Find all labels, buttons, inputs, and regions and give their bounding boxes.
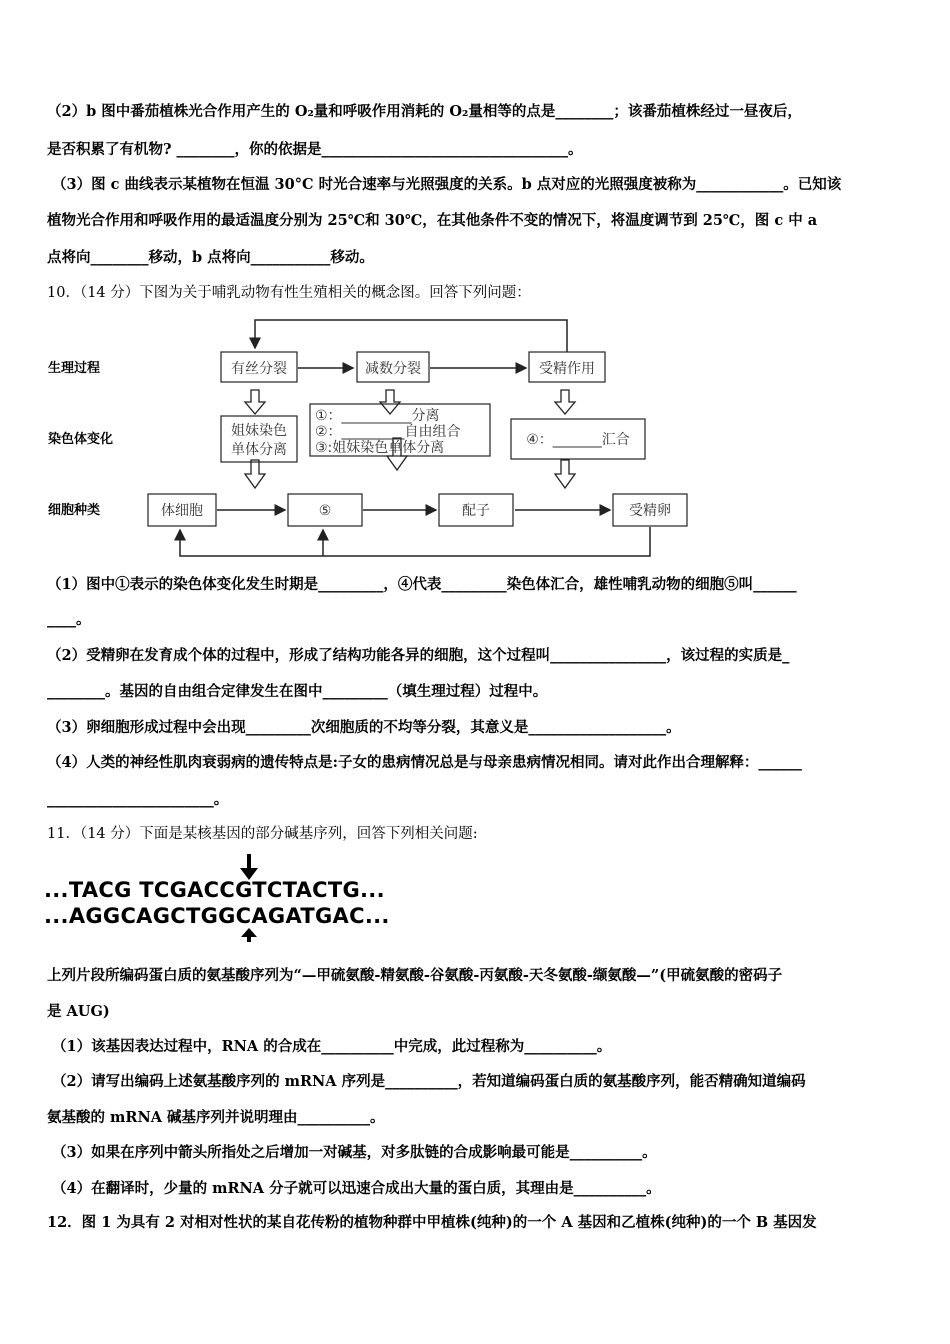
q11-part2-line1: （2）请写出编码上述氨基酸序列的 mRNA 序列是__________，若知道编码蛋白质的氨基酸序列，能否精确知道编码 [52, 1073, 806, 1090]
process-meiosis: 减数分裂 [365, 361, 421, 377]
q10-part1-line1: （1）图中①表示的染色体变化发生时期是_________，④代表_________染色体汇合，雄性哺乳动物的细胞⑤叫______ [47, 576, 797, 593]
row-label-process: 生理过程 [48, 361, 101, 376]
meiosis-change-3: ③:姐妹染色单体分离 [315, 440, 445, 456]
q11-part1: （1）该基因表达过程中，RNA 的合成在__________中完成，此过程称为__________。 [52, 1038, 612, 1055]
dna-strand-bottom: ...AGGCAGCTGGCAGATGAC... [44, 904, 390, 928]
down-arrow-icon [240, 854, 258, 880]
row-label-chromosome: 染色体变化 [48, 432, 114, 447]
q12-title: 12．图 1 为具有 2 对相对性状的某自花传粉的植物种群中甲植株(纯种)的一个 A 基因和乙植株(纯种)的一个 B 基因发 [47, 1214, 817, 1231]
cell-five: ⑤ [318, 503, 332, 519]
q11-title: 11．（14 分）下面是某核基因的部分碱基序列，回答下列相关问题: [47, 826, 478, 842]
q10-title: 10．（14 分）下图为关于哺乳动物有性生殖相关的概念图。回答下列问题： [47, 285, 531, 301]
q9-part2-line1: （2）b 图中番茄植株光合作用产生的 O₂量和呼吸作用消耗的 O₂量相等的点是________；该番茄植株经过一昼夜后， [47, 103, 802, 120]
up-arrow-icon [241, 928, 257, 942]
process-fertilization: 受精作用 [539, 361, 595, 377]
q11-sequence-line1: 上列片段所编码蛋白质的氨基酸序列为“—甲硫氨酸-精氨酸-谷氨酸-丙氨酸-天冬氨酸-缬氨酸—”(甲硫氨酸的密码子 [47, 967, 783, 984]
meiosis-change-1: ①：__________分离 [315, 408, 440, 424]
fertilization-change: ④：_______汇合 [526, 432, 630, 448]
process-mitosis: 有丝分裂 [231, 361, 287, 377]
q9-part3-line2: 植物光合作用和呼吸作用的最适温度分别为 25℃和 30℃，在其他条件不变的情况下，将温度调节到 25℃，图 c 中 a [47, 212, 818, 229]
q11-part2-line2: 氨基酸的 mRNA 碱基序列并说明理由__________。 [47, 1109, 385, 1126]
q10-part3: （3）卵细胞形成过程中会出现_________次细胞质的不均等分裂，其意义是___________________。 [47, 719, 681, 736]
dna-sequence-figure [40, 852, 600, 947]
meiosis-change-2: ②：_________自由组合 [315, 424, 461, 440]
cell-gamete: 配子 [462, 503, 490, 519]
cell-somatic: 体细胞 [161, 503, 203, 519]
q10-part2-line2: ________。基因的自由组合定律发生在图中_________（填生理过程）过程中。 [47, 683, 548, 700]
q11-sequence-line2: 是 AUG) [47, 1003, 110, 1020]
q10-part2-line1: （2）受精卵在发育成个体的过程中，形成了结构功能各异的细胞，这个过程叫________________，该过程的实质是_ [47, 647, 790, 664]
cell-zygote: 受精卵 [629, 503, 671, 519]
q11-part4: （4）在翻译时，少量的 mRNA 分子就可以迅速合成出大量的蛋白质，其理由是__________。 [52, 1180, 661, 1197]
q10-part4-line2: _______________________。 [47, 791, 229, 808]
q9-part3-line1: （3）图 c 曲线表示某植物在恒温 30°C 时光合速率与光照强度的关系。b 点对应的光照强度被称为____________。已知该 [52, 176, 842, 193]
row-label-cell-type: 细胞种类 [48, 503, 101, 518]
q9-part2-line2: 是否积累了有机物? ________，你的依据是__________________________________。 [47, 141, 583, 158]
dna-strand-top: ...TACG TCGACCGTCTACTG... [44, 878, 385, 902]
mitosis-change-line1: 姐妹染色 [231, 423, 287, 439]
q10-part4-line1: （4）人类的神经性肌肉衰弱病的遗传特点是:子女的患病情况总是与母亲患病情况相同。请对此作出合理解释：______ [47, 754, 802, 771]
mitosis-change-line2: 单体分离 [231, 442, 287, 458]
q9-part3-line3: 点将向________移动，b 点将向___________移动。 [47, 249, 374, 266]
q10-part1-line2: ____。 [47, 611, 91, 628]
q11-part3: （3）如果在序列中箭头所指处之后增加一对碱基，对多肽链的合成影响最可能是__________。 [52, 1144, 657, 1161]
concept-diagram [40, 312, 700, 562]
